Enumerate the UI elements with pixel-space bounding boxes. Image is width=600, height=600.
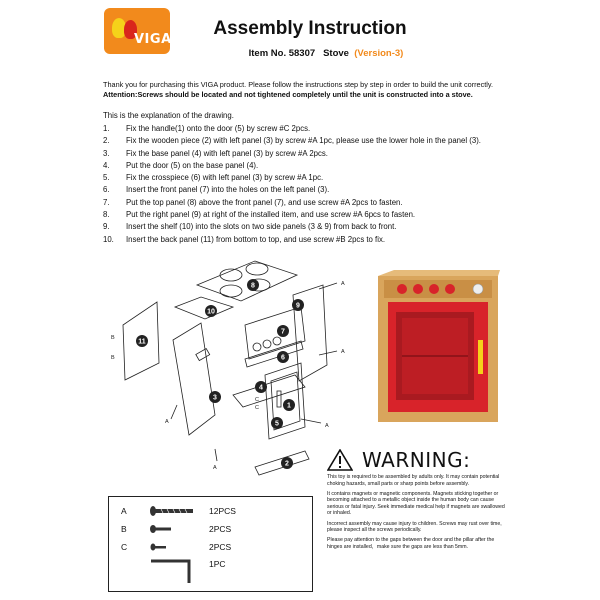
- explanation-text: This is the explanation of the drawing.: [103, 111, 234, 120]
- svg-text:C: C: [255, 397, 259, 403]
- warning-paragraph: Please pay attention to the gaps between the door and the pillar after the hinges are installed，make sure the gaps are less than 5mm.: [327, 537, 495, 550]
- svg-text:A: A: [325, 423, 329, 429]
- warning-body: [327, 474, 507, 554]
- warning-paragraph: This toy is required to be assembled by adults only. It may contain potential choking hazards, small parts or sharp points before assembly.: [327, 474, 500, 487]
- svg-text:5: 5: [275, 420, 279, 428]
- svg-text:A: A: [213, 465, 217, 471]
- svg-text:A: A: [341, 281, 345, 287]
- svg-text:4: 4: [259, 384, 263, 392]
- step-item: 5. Fix the crosspiece (6) with left panel (3) by screw #A 1pc.: [103, 173, 324, 183]
- item-line: [0, 48, 600, 59]
- step-item: 6. Insert the front panel (7) into the holes on the left panel (3).: [103, 185, 330, 195]
- step-list: [103, 123, 523, 246]
- svg-text:1: 1: [287, 402, 291, 410]
- part-row: A 12PCS: [121, 506, 236, 516]
- svg-text:8: 8: [251, 282, 255, 290]
- attention-text: Attention:Screws should be located and not tightened completely until the unit is constructed into a stove.: [103, 90, 473, 99]
- thanks-text: Thank you for purchasing this VIGA product. Please follow the instructions step by step in order to build the unit correctly.: [103, 80, 494, 89]
- small-screw-icon: [149, 541, 197, 553]
- long-screw-icon: [149, 505, 197, 517]
- svg-text:3: 3: [213, 394, 217, 402]
- step-item: 4. Put the door (5) on the base panel (4).: [103, 160, 259, 170]
- step-item: 8. Put the right panel (9) at right of the installed item, and use screw #A 6pcs to fasten.: [103, 210, 416, 220]
- svg-text:A: A: [341, 349, 345, 355]
- svg-text:B: B: [111, 335, 115, 341]
- hex-key-icon: [149, 557, 197, 585]
- svg-text:C: C: [255, 405, 259, 411]
- svg-text:10: 10: [207, 308, 215, 316]
- step-item: 2. Fix the wooden piece (2) with left panel (3) by screw #A 1pc, please use the lower hole in the panel (3).: [103, 136, 481, 146]
- version: (Version-3): [354, 48, 404, 59]
- part-row: C 2PCS: [121, 542, 232, 552]
- step-item: 9. Insert the shelf (10) into the slots on two side panels (3 & 9) from back to front.: [103, 222, 397, 232]
- step-item: 10. Insert the back panel (11) from bottom to top, and use screw #B 2pcs to fix.: [103, 234, 386, 244]
- step-item: 1. Fix the handle(1) onto the door (5) by screw #C 2pcs.: [103, 124, 311, 133]
- exploded-assembly-drawing: [105, 255, 350, 485]
- part-label: 11: [138, 338, 146, 346]
- shelf-shape: [175, 297, 233, 319]
- svg-text:6: 6: [281, 354, 285, 362]
- warning-icon: [327, 449, 353, 471]
- part-row: B 2PCS: [121, 524, 232, 534]
- part-row: 1PC: [109, 555, 314, 585]
- parts-table: [108, 496, 313, 592]
- door-handle: [478, 340, 483, 374]
- svg-text:B: B: [111, 355, 115, 361]
- stove-photo: [378, 270, 500, 425]
- warning-title: WARNING:: [362, 448, 471, 472]
- step-item: 7. Put the top panel (8) above the front panel (7), and use screw #A 2pcs to fasten.: [103, 197, 403, 207]
- product-name: Stove: [323, 48, 349, 59]
- warning-paragraph: It contains magnets or magnetic components. Magnets sticking together or becoming attached to a metallic object inside the human body can cause serious or fatal injury. Seek immediate medical help if magnets are swallowed or inhaled.: [327, 490, 505, 517]
- left-panel-shape: [173, 323, 215, 435]
- short-screw-icon: [149, 523, 197, 535]
- page-title: Assembly Instruction: [213, 18, 407, 39]
- logo-text: VIGA: [134, 32, 172, 47]
- step-item: 3. Fix the base panel (4) with left panel (3) by screw #A 2pcs.: [103, 148, 328, 158]
- svg-text:7: 7: [281, 328, 285, 336]
- intro: [103, 80, 533, 100]
- svg-text:9: 9: [296, 302, 300, 310]
- item-number: Item No. 58307: [248, 48, 316, 59]
- warning-paragraph: Incorrect assembly may cause injury to children. Screws may rust over time, please inspect all the screws periodically.: [327, 520, 502, 534]
- svg-text:A: A: [165, 419, 169, 425]
- svg-text:2: 2: [285, 460, 289, 468]
